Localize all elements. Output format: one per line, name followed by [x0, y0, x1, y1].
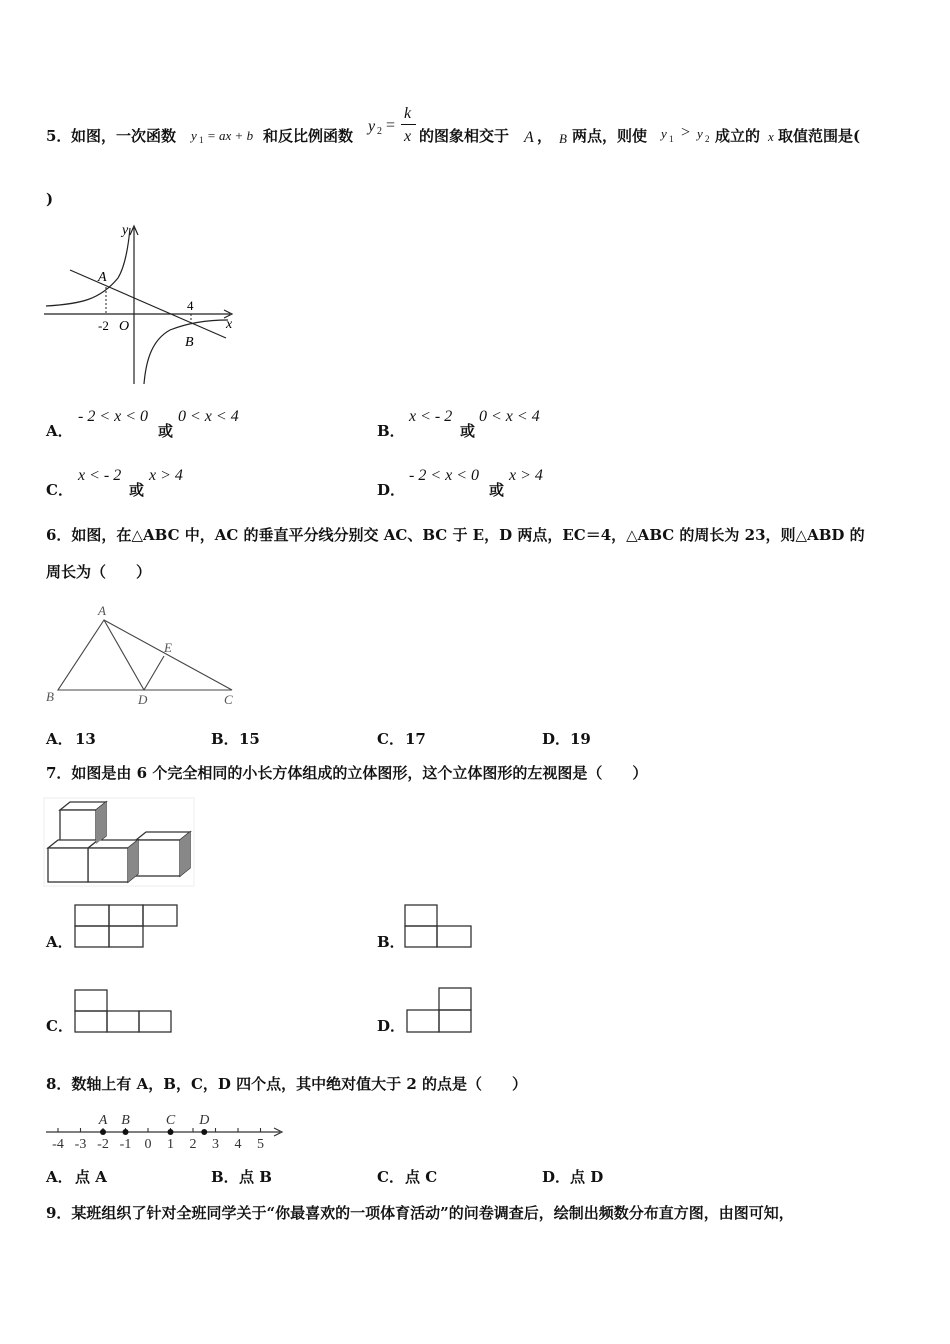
- q5-text-f: 取值范围是(: [778, 127, 861, 145]
- option-letter: D．: [377, 481, 406, 499]
- option-value: 17: [405, 730, 426, 748]
- q5-y2-sub: 2: [377, 126, 382, 137]
- number-line-tick-label: 0: [144, 1137, 152, 1152]
- option-or: 或: [158, 422, 174, 440]
- q5-text-e: 成立的: [715, 127, 761, 145]
- q7-3d-blocks-figure: [44, 798, 196, 888]
- option-value: 点 C: [405, 1168, 438, 1186]
- option-letter: B．: [211, 730, 239, 748]
- origin-label: O: [119, 319, 130, 334]
- right-block-front: [136, 840, 180, 876]
- q5-number: 5．: [46, 127, 72, 145]
- option-value: 13: [75, 730, 96, 748]
- q5-ineq-y1: y: [661, 126, 667, 141]
- option-or: 或: [460, 422, 476, 440]
- option-expr1: x < - 2: [409, 408, 453, 425]
- option-letter: A．: [46, 933, 73, 951]
- q5-ineq-y2-sub: 2: [705, 134, 710, 144]
- hyperbola-right-branch: [144, 320, 228, 384]
- triangle-abc: [58, 620, 232, 690]
- q7-line1: 7．如图是由 6 个完全相同的小长方体组成的立体图形，这个立体图形的左视图是（ ）: [46, 764, 648, 782]
- number-line-point-c: [168, 1129, 174, 1135]
- q5-point-a: A: [524, 129, 534, 146]
- q5-frac-bar: [401, 124, 416, 125]
- option-expr2: x > 4: [149, 467, 183, 484]
- q5-eq1: = ax + b: [207, 128, 254, 143]
- q5-y1-sub: 1: [199, 135, 204, 145]
- number-line-point-label: B: [121, 1113, 130, 1128]
- option-expr2: 0 < x < 4: [479, 408, 540, 425]
- option-letter: C．: [377, 730, 404, 748]
- four-label: 4: [187, 298, 194, 313]
- q5-ineq-y1-sub: 1: [669, 134, 674, 144]
- q5-var-x: x: [768, 129, 774, 144]
- segment-de: [144, 656, 164, 690]
- option-letter: A．: [46, 1168, 73, 1186]
- y-axis-label: y: [122, 223, 129, 238]
- number-line-point-a: [100, 1129, 106, 1135]
- hyperbola-left-branch: [46, 228, 130, 306]
- q6-line1: 6．如图，在△ABC 中，AC 的垂直平分线分别交 AC、BC 于 E，D 两点，EC＝4，△ABC 的周长为 23，则△ABD 的: [46, 526, 865, 544]
- number-line-point-label: A: [98, 1113, 108, 1128]
- top-block-front: [60, 810, 96, 844]
- option-letter: C．: [377, 1168, 404, 1186]
- option-letter: C．: [46, 1017, 73, 1035]
- option-letter: B．: [377, 933, 405, 951]
- option-c-view: [73, 988, 177, 1036]
- q6-line2: 周长为（ ）: [46, 563, 152, 581]
- label-b: B: [46, 689, 54, 704]
- option-letter: A．: [46, 730, 73, 748]
- option-value: 15: [239, 730, 260, 748]
- q5-text-c: 的图象相交于: [419, 127, 510, 145]
- option-value: 点 B: [239, 1168, 272, 1186]
- label-a: A: [98, 603, 106, 618]
- q5-close-paren: ): [46, 190, 54, 208]
- q5-point-b: B: [559, 131, 567, 146]
- q5-function-graph: [40, 220, 240, 390]
- option-expr1: - 2 < x < 0: [78, 408, 149, 425]
- option-value: 点 D: [570, 1168, 604, 1186]
- point-a-label: A: [98, 270, 107, 285]
- q5-gt: >: [681, 124, 691, 141]
- option-a-view: [73, 903, 183, 951]
- q9-line1: 9．某班组织了针对全班同学关于“你最喜欢的一项体育活动”的问卷调查后，绘制出频数分布直方图，由图可知，: [46, 1204, 794, 1222]
- x-axis-label: x: [226, 317, 233, 332]
- neg2-label: -2: [98, 318, 109, 333]
- number-line-point-label: C: [165, 1113, 176, 1128]
- number-line-tick-label: 3: [212, 1137, 219, 1152]
- option-letter: B．: [211, 1168, 239, 1186]
- number-line-tick-label: 2: [189, 1137, 197, 1152]
- option-letter: D．: [377, 1017, 406, 1035]
- option-expr1: x < - 2: [78, 467, 122, 484]
- q8-number-line: [44, 1108, 289, 1152]
- option-b-view: [403, 903, 475, 951]
- q5-ineq-y2: y: [697, 126, 703, 141]
- q6-triangle-figure: [40, 600, 250, 710]
- q5-comma: ，: [537, 127, 553, 145]
- number-line-point-d: [201, 1129, 207, 1135]
- linear-function-line: [70, 270, 226, 338]
- left-block-front: [48, 848, 88, 882]
- q5-text-d: 两点，则使: [572, 127, 648, 145]
- option-letter: A．: [46, 422, 73, 440]
- q5-text-a: 如图，一次函数: [71, 127, 177, 145]
- number-line-tick-label: -3: [74, 1137, 87, 1152]
- label-c: C: [224, 692, 233, 707]
- number-line-tick-label: 4: [234, 1137, 242, 1152]
- label-d: D: [138, 692, 148, 707]
- option-letter: D．: [542, 730, 571, 748]
- q8-line1: 8．数轴上有 A，B，C，D 四个点，其中绝对值大于 2 的点是（ ）: [46, 1075, 528, 1093]
- option-d-view: [405, 986, 475, 1036]
- number-line-tick-label: 1: [167, 1137, 174, 1152]
- q5-frac-num: k: [404, 105, 412, 122]
- number-line-tick-label: -1: [119, 1137, 132, 1152]
- option-value: 19: [570, 730, 591, 748]
- number-line-tick-label: -2: [97, 1137, 109, 1152]
- point-b-label: B: [185, 335, 194, 350]
- label-e: E: [164, 640, 172, 655]
- option-or: 或: [129, 481, 145, 499]
- option-letter: C．: [46, 481, 73, 499]
- option-or: 或: [489, 481, 505, 499]
- q5-eq-sign: =: [386, 117, 396, 134]
- option-value: 点 A: [75, 1168, 107, 1186]
- q5-y2: y: [368, 118, 376, 135]
- number-line-point-label: D: [199, 1113, 210, 1128]
- q5-text-b: 和反比例函数: [263, 127, 354, 145]
- q5-y1: y: [191, 128, 197, 143]
- number-line-point-b: [123, 1129, 129, 1135]
- left-block-top: [48, 840, 98, 848]
- option-expr2: x > 4: [509, 467, 543, 484]
- option-letter: D．: [542, 1168, 571, 1186]
- number-line-tick-label: 5: [257, 1137, 264, 1152]
- option-letter: B．: [377, 422, 405, 440]
- number-line-tick-label: -4: [52, 1137, 64, 1152]
- mid-block-front: [88, 848, 128, 882]
- option-expr2: 0 < x < 4: [178, 408, 239, 425]
- option-expr1: - 2 < x < 0: [409, 467, 480, 484]
- q5-frac-den: x: [404, 128, 412, 145]
